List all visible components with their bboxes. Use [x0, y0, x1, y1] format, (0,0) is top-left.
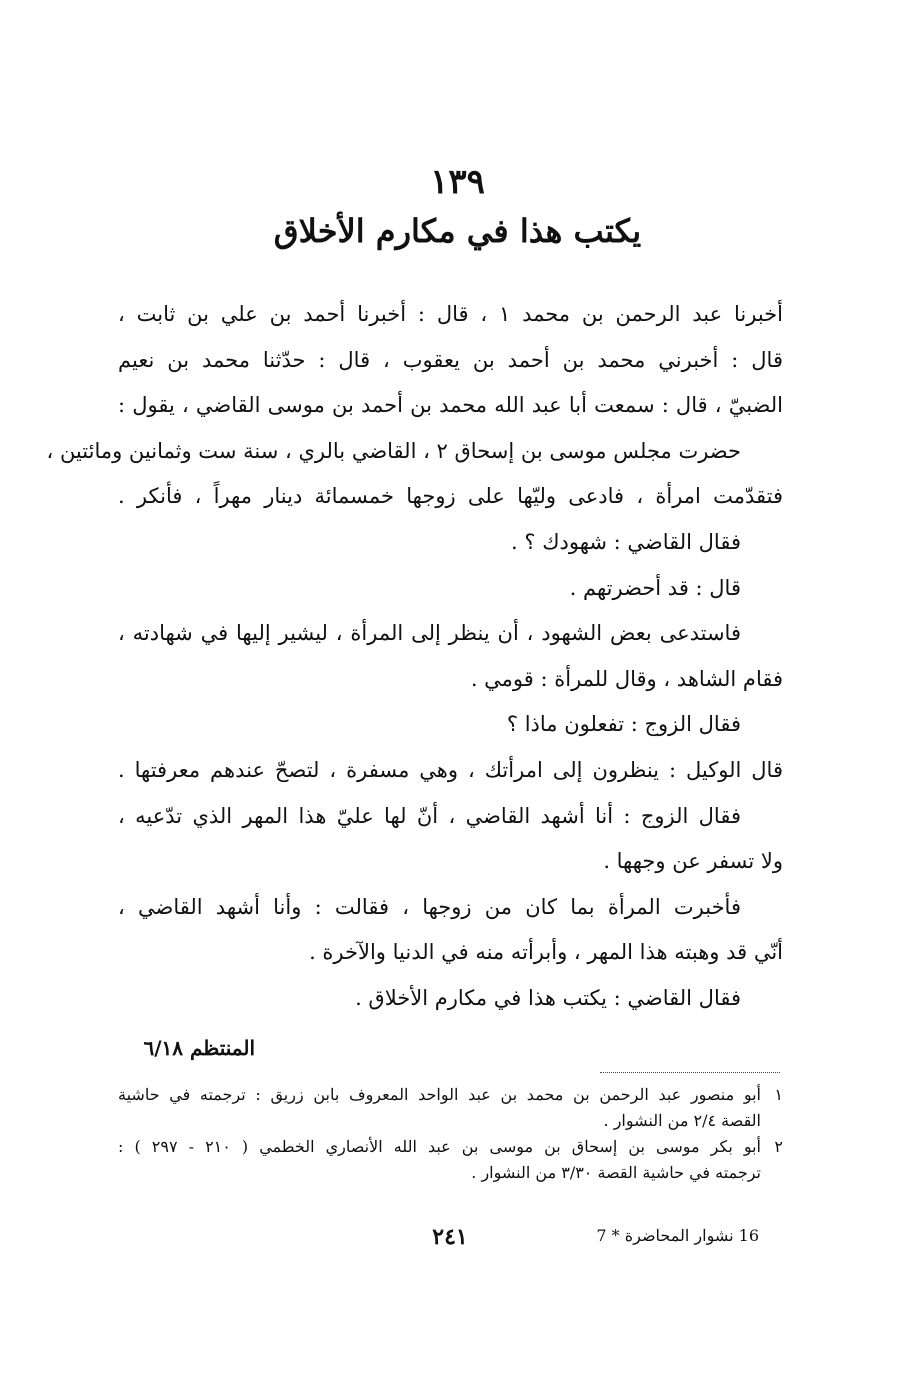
body-line: فتقدّمت امرأة ، فادعى وليّها على زوجها خمسمائة دينار مهراً ، فأنكر . [118, 484, 783, 509]
body-line: أخبرنا عبد الرحمن بن محمد ١ ، قال : أخبرنا أحمد بن علي بن ثابت ، [118, 302, 783, 326]
body-line: فأخبرت المرأة بما كان من زوجها ، فقالت : وأنا أشهد القاضي ، [118, 894, 741, 919]
body-line: الضبيّ ، قال : سمعت أبا عبد الله محمد بن أحمد بن موسى القاضي ، يقول : [118, 393, 783, 418]
body-line: قال : أخبرني محمد بن أحمد بن يعقوب ، قال : حدّثنا محمد بن نعيم [118, 347, 783, 372]
page-number: ٢٤١ [432, 1224, 468, 1250]
footnote-line [118, 1134, 783, 1160]
body-line: فاستدعى بعض الشهود ، أن ينظر إلى المرأة ، ليشير إليها في شهادته ، [118, 621, 741, 646]
body-line: فقال الزوج : تفعلون ماذا ؟ [506, 712, 741, 737]
body-line: قال : قد أحضرتهم . [569, 575, 741, 600]
source-citation: المنتظم ٦/١٨ [143, 1036, 255, 1060]
footnote-line [118, 1082, 783, 1108]
footnote-divider [600, 1072, 780, 1073]
story-body [46, 292, 783, 1022]
footnote-continuation: ترجمته في حاشية القصة ٣/٣٠ من النشوار . [471, 1163, 761, 1182]
footnote-text: أبو بكر موسى بن إسحاق بن موسى بن عبد الله الأنصاري الخطمي ( ٢١٠ - ٢٩٧ ) : [118, 1137, 762, 1156]
story-title: يكتب هذا في مكارم الأخلاق [273, 212, 642, 250]
signature-mark: 16 نشوار المحاضرة * 7 [596, 1226, 759, 1245]
body-line: فقال القاضي : يكتب هذا في مكارم الأخلاق . [355, 985, 741, 1010]
footnote-text: أبو منصور عبد الرحمن بن محمد بن عبد الواحد المعروف بابن زريق : ترجمته في حاشية [118, 1085, 761, 1104]
story-number: ١٣٩ [430, 162, 485, 202]
body-line: قال الوكيل : ينظرون إلى امرأتك ، وهي مسفرة ، لتصحّ عندهم معرفتها . [118, 757, 783, 782]
body-line: فقال الزوج : أنا أشهد القاضي ، أنّ لها عليّ هذا المهر الذي تدّعيه ، [118, 803, 741, 828]
body-line: ولا تسفر عن وجهها . [603, 849, 783, 874]
footnote-number: ١ [774, 1085, 783, 1104]
body-line: فقام الشاهد ، وقال للمرأة : قومي . [470, 666, 783, 691]
footnote-number: ٢ [774, 1137, 784, 1156]
page-footer [0, 1226, 915, 1256]
footnote-continuation: القصة ٢/٤ من النشوار . [603, 1111, 761, 1130]
body-line: حضرت مجلس موسى بن إسحاق ٢ ، القاضي بالري ، سنة ست وثمانين ومائتين ، [46, 438, 741, 463]
body-line: أنّي قد وهبته هذا المهر ، وأبرأته منه في الدنيا والآخرة . [309, 940, 783, 965]
body-line: فقال القاضي : شهودك ؟ . [511, 529, 741, 554]
footnotes [118, 1082, 783, 1186]
